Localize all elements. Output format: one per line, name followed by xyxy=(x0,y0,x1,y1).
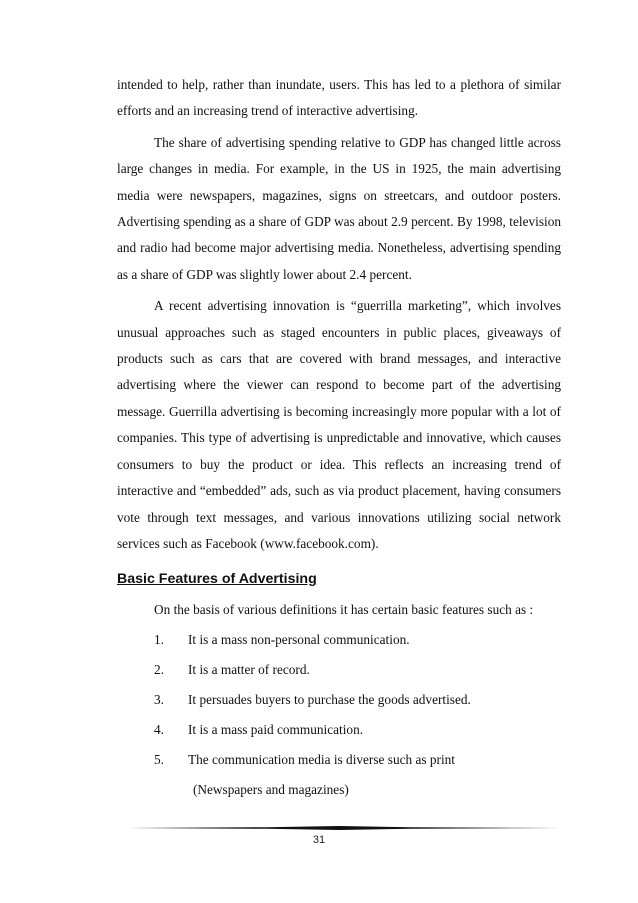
list-item-text: The communication media is diverse such as print xyxy=(188,752,455,768)
list-item-number: 2. xyxy=(154,662,164,678)
paragraph-guerrilla-marketing: A recent advertising innovation is “guerrilla marketing”, which involves unusual approaches such as staged encounters in public places, giveaways of products such as cars that are covered with brand messages, and interactive advertising where the viewer can respond to become part of the advertising message. Guerrilla advertising is becoming increasingly more popular with a lot of companies. This type of advertising is unpredictable and innovative, which causes consumers to buy the product or idea. This reflects an increasing trend of interactive and “embedded” ads, such as via product placement, having consumers vote through text messages, and various innovations utilizing social network services such as Facebook (www.facebook.com). xyxy=(117,298,561,551)
section-heading: Basic Features of Advertising xyxy=(117,571,317,588)
page-body xyxy=(117,72,561,805)
list-item-text: It is a mass paid communication. xyxy=(188,722,364,738)
list-item xyxy=(117,685,561,715)
list-item-number: 1. xyxy=(154,632,164,648)
list-item-text: It persuades buyers to purchase the goods advertised. xyxy=(188,692,471,708)
paragraph-continuation: intended to help, rather than inundate, users. This has led to a plethora of similar efforts and an increasing trend of interactive advertising. xyxy=(117,77,561,119)
list-item xyxy=(117,715,561,745)
features-list xyxy=(117,625,561,775)
footer-divider xyxy=(117,826,561,830)
list-item-number: 4. xyxy=(154,722,164,738)
list-item-text: It is a mass non-personal communication. xyxy=(188,632,410,648)
list-item xyxy=(117,625,561,655)
list-item xyxy=(117,655,561,685)
list-item-text: It is a matter of record. xyxy=(188,662,310,678)
list-item-number: 3. xyxy=(154,692,164,708)
section-intro: On the basis of various definitions it has certain basic features such as : xyxy=(154,602,534,618)
list-item-continuation: (Newspapers and magazines) xyxy=(193,782,349,798)
list-item xyxy=(117,745,561,775)
page-number: 31 xyxy=(312,834,326,846)
paragraph-gdp-share: The share of advertising spending relative to GDP has changed little across large changes in media. For example, in the US in 1925, the main advertising media were newspapers, magazines, signs on streetcars, and outdoor posters. Advertising spending as a share of GDP was about 2.9 percent. By 1998, television and radio had become major advertising media. Nonetheless, advertising spending as a share of GDP was slightly lower about 2.4 percent. xyxy=(117,134,561,282)
list-item-number: 5. xyxy=(154,752,164,768)
